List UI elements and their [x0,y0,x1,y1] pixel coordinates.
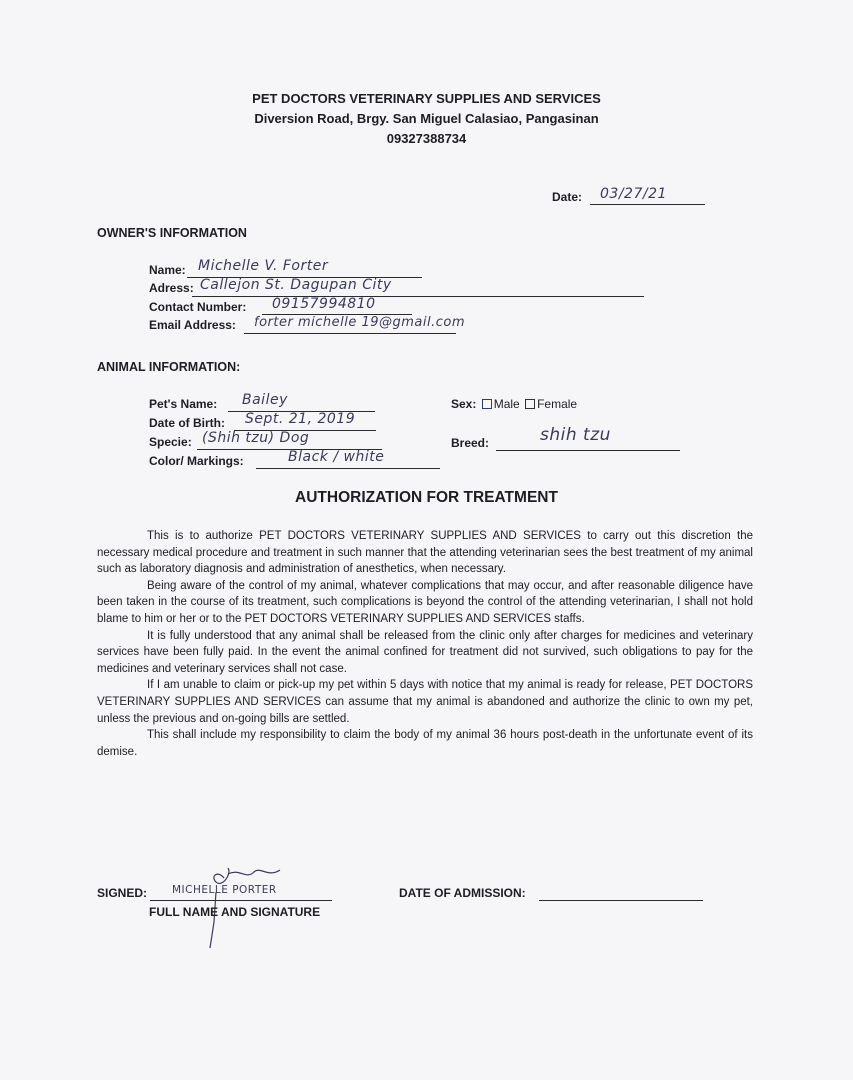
authorization-paragraph: Being aware of the control of my animal, whatever complications that may occur, and after reasonable diligence have been taken in the course of its treatment, such complications is beyond the control of the attending veterinarian, I shall not hold blame to him or her or to the PET DOCTORS VETERINARY SUPPLIES AND SERVICES staffs. [97,579,753,625]
female-checkbox[interactable] [525,399,535,409]
owner-address-label: Adress: [149,281,194,295]
company-phone: 09327388734 [386,131,467,146]
authorization-paragraph: This shall include my responsibility to claim the body of my animal 36 hours post-death in the unfortunate event of its demise. [97,729,753,758]
color-label: Color/ Markings: [149,454,244,468]
date-label: Date: [552,190,583,204]
signed-name-value: MICHELLE PORTER [172,884,277,896]
male-option-label: Male [493,397,520,411]
sex-field [451,397,577,411]
owner-contact-value: 09157994810 [272,296,376,312]
company-address: Diversion Road, Brgy. San Miguel Calasiao, Pangasinan [254,111,599,126]
dob-value: Sept. 21, 2019 [245,411,356,427]
owner-contact-label: Contact Number: [149,300,247,314]
specie-value: (Shih tzu) Dog [202,430,310,446]
owner-address-line [192,296,644,297]
company-name: PET DOCTORS VETERINARY SUPPLIES AND SERVICES [252,91,601,106]
breed-label: Breed: [451,436,490,450]
color-line [256,468,440,469]
owner-section-title: OWNER'S INFORMATION [97,226,247,240]
authorization-title: AUTHORIZATION FOR TREATMENT [295,489,558,506]
breed-line [496,450,680,451]
color-value: Black / white [288,449,385,465]
male-checkbox[interactable] [482,399,492,409]
owner-email-line [244,333,456,334]
full-name-label: FULL NAME AND SIGNATURE [149,905,321,919]
owner-name-label: Name: [149,263,186,277]
date-line [590,204,705,205]
breed-value: shih tzu [540,425,611,445]
authorization-paragraph: This is to authorize PET DOCTORS VETERINARY SUPPLIES AND SERVICES to carry out this discretion the necessary medical procedure and treatment in such manner that the attending veterinarian sees the best treatment of my animal such as laboratory diagnosis and administration of anesthetics, when necessary. [97,530,753,576]
owner-email-value: forter michelle 19@gmail.com [254,315,466,330]
owner-email-label: Email Address: [149,318,236,332]
authorization-body [97,528,753,760]
authorization-paragraph: It is fully understood that any animal shall be released from the clinic only after charges for medicines and veterinary services have been fully paid. In the event the animal confined for treatment did not survived, such obligations to pay for the medicines and veterinary services shall not case. [97,629,753,675]
owner-address-value: Callejon St. Dagupan City [200,277,392,293]
female-option-label: Female [537,397,578,411]
owner-name-value: Michelle V. Forter [198,258,329,274]
pet-name-label: Pet's Name: [149,397,218,411]
date-value: 03/27/21 [600,186,667,202]
dob-label: Date of Birth: [149,416,225,430]
admission-line [539,900,703,901]
animal-section-title: ANIMAL INFORMATION: [97,360,241,374]
authorization-paragraph: If I am unable to claim or pick-up my pet within 5 days with notice that my animal is ready for release, PET DOCTORS VETERINARY SUPPLIES AND SERVICES can assume that my animal is abandoned and authorize the clinic to own my pet, unless the previous and on-going bills are settled. [97,679,753,725]
admission-label: DATE OF ADMISSION: [399,886,526,900]
pet-name-value: Bailey [242,392,288,408]
specie-label: Specie: [149,435,192,449]
signed-label: SIGNED: [97,886,148,900]
sex-label: Sex: [451,397,477,411]
